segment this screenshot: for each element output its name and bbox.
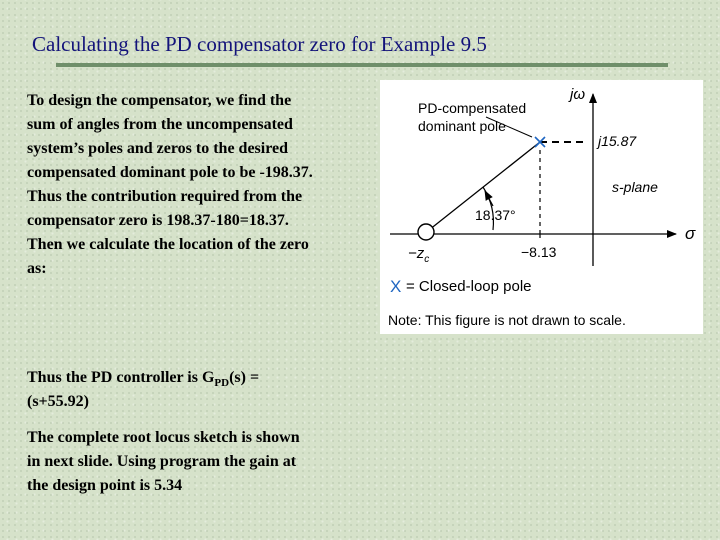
angle-label: 18.37° <box>475 207 516 223</box>
paragraph-pd-controller <box>27 366 387 414</box>
pd-prefix: Thus the PD controller is G <box>27 369 215 386</box>
sigma-label: σ <box>685 224 696 243</box>
jw-label: jω <box>569 86 585 103</box>
paragraph-design-explanation <box>27 89 387 281</box>
s-plane-figure <box>380 80 703 334</box>
text-line: To design the compensator, we find the <box>27 92 292 109</box>
pole-label-line1: PD-compensated <box>418 100 527 116</box>
j1587-label: j15.87 <box>598 133 637 149</box>
text-line: compensated dominant pole to be -198.37. <box>27 164 313 181</box>
text-line <box>27 366 387 390</box>
text-line: the design point is 5.34 <box>27 477 183 494</box>
text-line: Then we calculate the location of the zero <box>27 236 309 253</box>
text-line: sum of angles from the uncompensated <box>27 116 293 133</box>
text-line: Thus the contribution required from the <box>27 188 303 205</box>
pole-label-line2: dominant pole <box>418 118 506 134</box>
pd-subscript: PD <box>214 377 230 390</box>
figure-note: Note: This figure is not drawn to scale. <box>388 312 626 328</box>
text-line: compensator zero is 198.37-180=18.37. <box>27 212 289 229</box>
text-line: as: <box>27 260 47 277</box>
legend-text: = Closed-loop pole <box>406 278 532 295</box>
pd-suffix: (s) = <box>229 369 260 386</box>
text-line: (s+55.92) <box>27 393 89 410</box>
s-plane-diagram <box>380 80 703 334</box>
text-line: in next slide. Using program the gain at <box>27 453 297 470</box>
s-plane-label: s-plane <box>612 179 658 195</box>
legend-pole-marker: X <box>390 277 402 296</box>
text-line: system’s poles and zeros to the desired <box>27 140 289 157</box>
slide-title: Calculating the PD compensator zero for Example 9.5 <box>32 32 487 56</box>
paragraph-root-locus-note <box>27 426 377 498</box>
minus-813-label: −8.13 <box>521 244 557 260</box>
title-rule <box>56 63 668 67</box>
zc-minus: −z <box>408 245 425 262</box>
compensator-zero-marker <box>418 224 434 240</box>
zc-label <box>408 245 429 265</box>
zc-subscript: c <box>424 254 430 265</box>
text-line: The complete root locus sketch is shown <box>27 429 300 446</box>
angle-pointer <box>485 191 493 206</box>
